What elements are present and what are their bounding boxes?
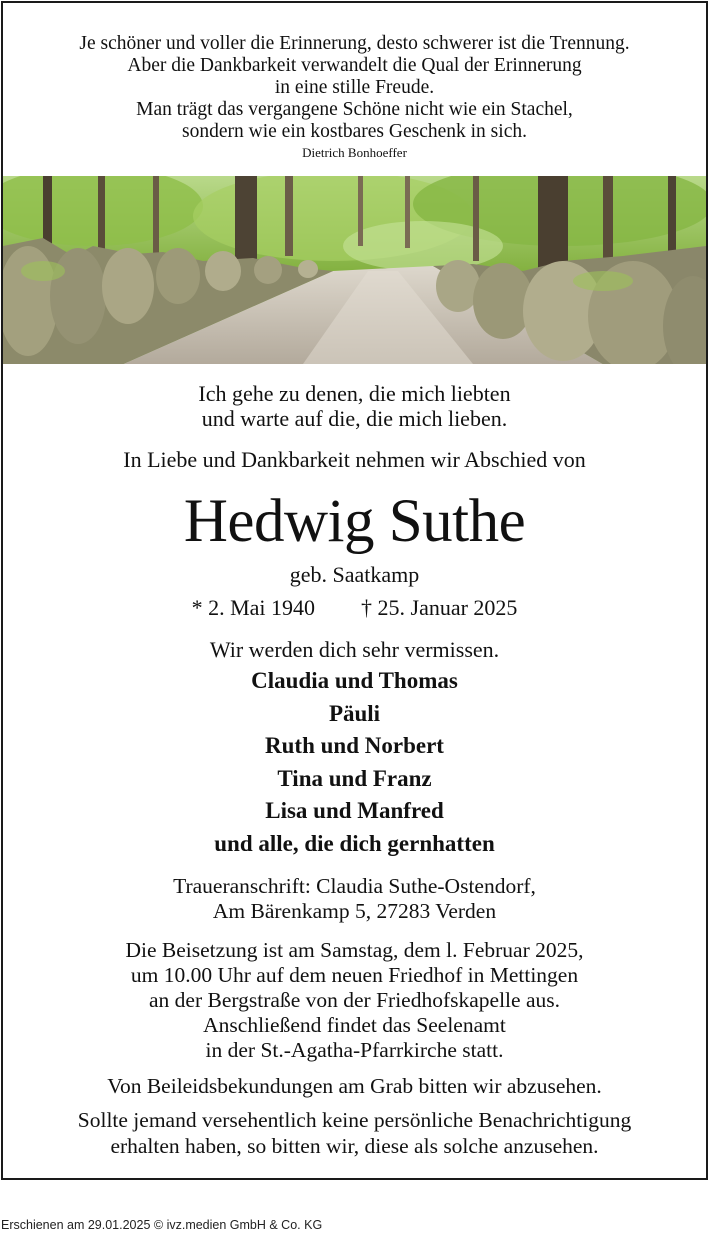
service-line: Die Beisetzung ist am Samstag, dem l. Februar 2025, [125, 938, 584, 962]
notice-line: erhalten haben, so bitten wir, diese als solche anzusehen. [110, 1134, 599, 1158]
birth-name: geb. Saatkamp [289, 562, 420, 587]
bonhoeffer-quote [3, 33, 706, 162]
quote-author: Dietrich Bonhoeffer [302, 145, 407, 160]
service-line: an der Bergstraße von der Friedhofskapelle aus. [149, 988, 560, 1012]
family-member: Päuli [328, 700, 381, 726]
deceased-name: Hedwig Suthe [183, 488, 526, 555]
mourning-address [3, 874, 706, 924]
notification-note [3, 1107, 706, 1159]
quote-line: sondern wie ein kostbares Geschenk in sich. [182, 121, 527, 142]
address-line: Traueranschrift: Claudia Suthe-Ostendorf, [173, 874, 536, 898]
funeral-service-info [3, 938, 706, 1063]
service-line: in der St.-Agatha-Pfarrkirche statt. [205, 1038, 504, 1062]
life-dates [3, 594, 706, 622]
birth-date: * 2. Mai 1940 [191, 595, 316, 620]
poem-line: Ich gehe zu denen, die mich liebten [198, 381, 511, 406]
publication-footer: Erschienen am 29.01.2025 © ivz.medien GmbH & Co. KG [1, 1218, 323, 1232]
service-line: Anschließend findet das Seelenamt [203, 1013, 506, 1037]
forest-path-photo [3, 176, 706, 364]
family-list [3, 665, 706, 861]
poem [3, 381, 706, 431]
farewell-intro: In Liebe und Dankbarkeit nehmen wir Abschied von [123, 447, 586, 472]
quote-line: Man trägt das vergangene Schöne nicht wie ein Stachel, [136, 99, 573, 120]
miss-text: Wir werden dich sehr vermissen. [209, 637, 500, 662]
service-line: um 10.00 Uhr auf dem neuen Friedhof in Mettingen [130, 963, 579, 987]
notice-line: Sollte jemand versehentlich keine persönliche Benachrichtigung [77, 1108, 632, 1132]
poem-line: und warte auf die, die mich lieben. [201, 406, 508, 431]
quote-line: Aber die Dankbarkeit verwandelt die Qual der Erinnerung [127, 55, 582, 76]
quote-line: in eine stille Freude. [274, 77, 435, 98]
obituary-frame [1, 1, 708, 1180]
address-line: Am Bärenkamp 5, 27283 Verden [212, 899, 497, 923]
condolence-note: Von Beileidsbekundungen am Grab bitten wir abzusehen. [107, 1074, 602, 1098]
quote-line: Je schöner und voller die Erinnerung, desto schwerer ist die Trennung. [79, 33, 630, 54]
family-member: und alle, die dich gernhatten [214, 830, 495, 856]
family-member: Lisa und Manfred [265, 798, 444, 824]
family-member: Ruth und Norbert [265, 733, 444, 759]
family-member: Tina und Franz [277, 765, 432, 791]
family-member: Claudia und Thomas [251, 668, 458, 693]
death-date: † 25. Januar 2025 [361, 595, 518, 620]
